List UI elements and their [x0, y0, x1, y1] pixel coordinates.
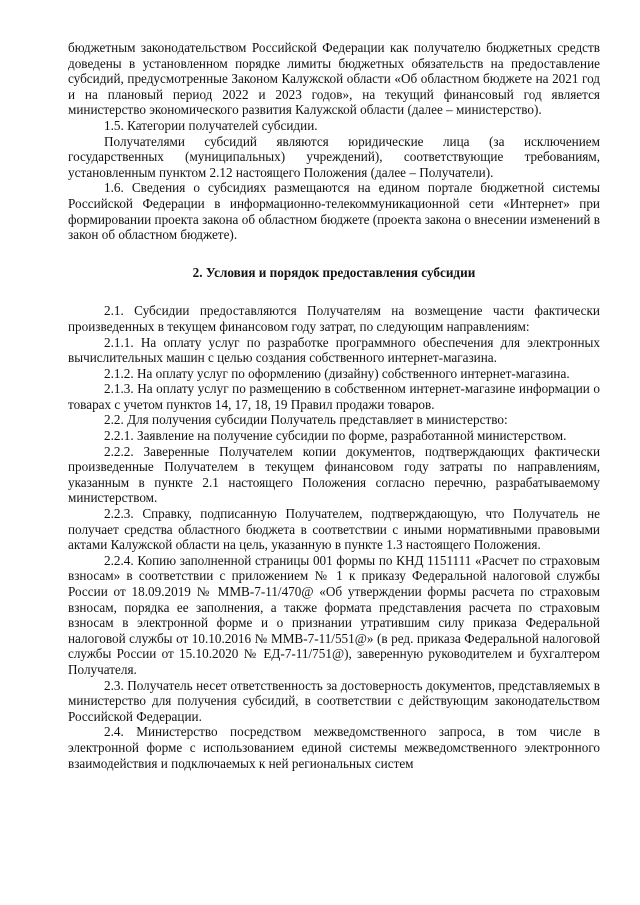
- paragraph-2-4: 2.4. Министерство посредством межведомственного запроса, в том числе в электронной форме с использованием единой системы межведомственного электронного взаимодействия и подключаемых к ней региональных систем: [68, 724, 600, 771]
- paragraph-2-2: 2.2. Для получения субсидии Получатель представляет в министерство:: [104, 412, 508, 428]
- paragraph-2-3: 2.3. Получатель несет ответственность за достоверность документов, представляемых в министерство для получения субсидий, в соответствии с действующим законодательством Российской Федерации.: [68, 677, 600, 724]
- paragraph-2-1-3: 2.1.3. На оплату услуг по размещению в собственном интернет-магазине информации о товарах с учетом пунктов 14, 17, 18, 19 Правил продажи товаров.: [68, 381, 600, 412]
- document-body: [68, 40, 600, 771]
- paragraph-2-2-1: 2.2.1. Заявление на получение субсидии по форме, разработанной министерством.: [104, 428, 567, 444]
- paragraph-1-5: 1.5. Категории получателей субсидии.: [104, 117, 318, 133]
- paragraph-2-2-3: 2.2.3. Справку, подписанную Получателем, подтверждающую, что Получатель не получает средства областного бюджета в соответствии с иными нормативными правовыми актами Калужской области на цель, указанную в пункте 1.3 настоящего Положения.: [68, 506, 600, 553]
- paragraph-2-2-2: 2.2.2. Заверенные Получателем копии документов, подтверждающих фактически произведенные Получателем в текущем финансовом году затраты по направлениям, указанным в пункте 2.1 настоящего Положения согласно перечню, разрабатываемому министерством.: [68, 443, 600, 506]
- paragraph-1-6: 1.6. Сведения о субсидиях размещаются на едином портале бюджетной системы Российской Федерации в информационно-телекоммуникационной сети «Интернет» при формировании проекта закона об областном бюджете (проекта закона о внесении изменений в закон об областном бюджете).: [68, 180, 600, 243]
- paragraph-2-1: 2.1. Субсидии предоставляются Получателям на возмещение части фактически произведенных в текущем финансовом году затрат, по следующим направлениям:: [68, 303, 600, 334]
- paragraph-2-2-4: 2.2.4. Копию заполненной страницы 001 формы по КНД 1151111 «Расчет по страховым взносам» в соответствии с приложением № 1 к приказу Федеральной налоговой службы России от 18.09.2019 № ММВ-7-11/470@ «Об утверждении формы расчета по страховым взносам, порядка ее заполнения, а также формата представления расчета по страховым взносам в электронной форме и о признании утратившим силу приказа Федеральной налоговой службы от 10.10.2016 № ММВ-7-11/551@» (в ред. приказа Федеральной налоговой службы России от 15.10.2020 № ЕД-7-11/751@), заверенную руководителем и бухгалтером Получателя.: [68, 552, 600, 677]
- paragraph-2-1-2: 2.1.2. На оплату услуг по оформлению (дизайну) собственного интернет-магазина.: [104, 365, 570, 381]
- section-heading: 2. Условия и порядок предоставления субсидии: [192, 264, 476, 280]
- paragraph-recipients: Получателями субсидий являются юридические лица (за исключением государственных (муниципальных) учреждений), соответствующие требованиям, установленным пунктом 2.12 настоящего Положения (далее – Получатели).: [68, 133, 600, 180]
- paragraph-budget-recipient: бюджетным законодательством Российской Федерации как получателю бюджетных средств доведены в установленном порядке лимиты бюджетных обязательств на предоставление субсидий, предусмотренные Законом Калужской области «Об областном бюджете на 2021 год и на плановый период 2022 и 2023 годов», на текущий финансовый год является министерство экономического развития Калужской области (далее – министерство).: [68, 40, 600, 118]
- paragraph-2-1-1: 2.1.1. На оплату услуг по разработке программного обеспечения для электронных вычислительных машин с целью создания собственного интернет-магазина.: [68, 334, 600, 366]
